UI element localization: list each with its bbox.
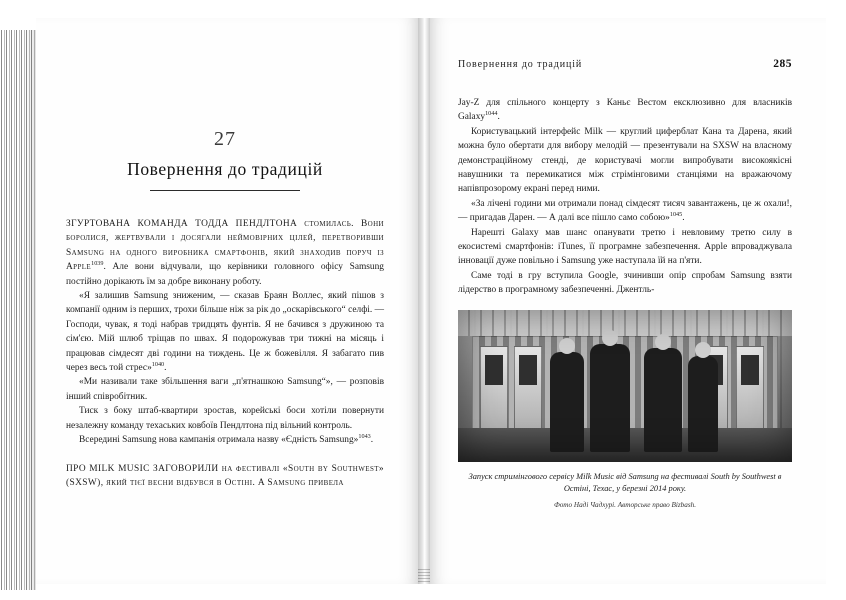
spread-container	[36, 18, 826, 584]
paragraph-gap	[66, 448, 384, 462]
footnote-marker: 1039	[91, 260, 104, 268]
paragraph-text: Тиск з боку штаб-квартири зростав, корейські боси хотіли повернути незалежну команду техаських ковбоїв Пендлтона під вільний контроль.	[66, 406, 384, 431]
figure	[458, 310, 792, 510]
paragraph	[458, 226, 792, 269]
paragraph: «Я залишив Samsung зниженим, — сказав Браян Воллес, який пішов з компанії одним із перших, трохи більше ніж за рік до „оскарівського“ селфі. — Господи, чувак, я тоді набрав тридцять фунтів. Я не бачився з дружиною та сім'єю. Мій шлюб тріщав по швах. Я подорожував три тижні на місяць і працював сімдесят дві години на тиждень. Це ж божевілля. Я забагато пив через весь той стрес»$^{1040}$.	[66, 291, 384, 374]
paragraph-text: «За лічені години ми отримали понад сімдесят тисяч завантажень, це ж охали!, — пригадав Дарен. — А далі все пішло само собою»	[458, 198, 792, 224]
footnote-marker: 1043	[358, 432, 371, 440]
paragraph-text: «Ми називали таке збільшення ваги „п'ятнашкою Samsung“», — розповів інший співробітник.	[66, 377, 384, 402]
chapter-title: Повернення до традицій	[127, 159, 323, 179]
paragraph	[66, 375, 384, 404]
photo-vignette	[458, 310, 792, 462]
right-page-body	[458, 96, 792, 298]
running-title: Повернення до традицій	[458, 59, 583, 70]
paragraph-text: Саме тоді в гру вступила Google, зчинивши опір спробам Samsung взяти лідерство в програмному забезпеченні. Джентль-	[458, 270, 792, 296]
paragraph-text: Користувацький інтерфейс Milk — круглий циферблат Кана та Дарена, який можна було обертати для вибору мелодій — презентували на SXSW на власному демонстраційному стенді, де користувачі могли випробувати високоякісні навушники та перемикатися між стрімінговими станціями на вражаючому напівпрозорому екрані перед ними.	[458, 126, 792, 195]
right-page	[430, 18, 826, 584]
chapter-number: 27	[214, 128, 236, 150]
book-page-edge-left	[0, 30, 36, 590]
book-gutter	[418, 18, 430, 584]
left-page-body	[66, 217, 384, 490]
paragraph	[458, 269, 792, 298]
footnote-marker: 1045	[669, 211, 683, 219]
figure-credit: Фото Наді Чадхурі. Авторське право Bizbash.	[553, 500, 697, 509]
page-number: 285	[773, 58, 792, 70]
title-rule	[150, 190, 300, 191]
paragraph-text: Jay-Z для спільного концерту з Каньє Вестом ексклюзивно для власників Galaxy	[458, 98, 792, 123]
running-head	[458, 58, 792, 70]
paragraph-text: ЗГУРТОВАНА КОМАНДА ТОДДА ПЕНДЛТОНА стомилась. Вони боролися, жертвували і досягали неймовірних цілей, перетворивши Samsung на одного виробника смартфонів, який знаходив поруч із Apple	[66, 219, 384, 273]
paragraph: Всередині Samsung нова кампанія отримала назву «Єдність Samsung»$^{1043}$.	[79, 432, 374, 446]
paragraph: Jay-Z для спільного концерту з Каньє Вестом ексклюзивно для власників Galaxy$^{1044}$.	[458, 98, 792, 123]
paragraph	[66, 404, 384, 433]
paragraph	[458, 125, 792, 197]
footnote-marker: 1044	[485, 110, 498, 118]
paragraph	[66, 462, 384, 491]
footnote-marker: 1040	[151, 360, 165, 368]
left-page	[36, 18, 418, 584]
photograph-milk-music-launch	[458, 310, 792, 462]
paragraph-text: Всередині Samsung нова кампанія отримала назву «Єдність Samsung»	[79, 435, 359, 446]
paragraph: «За лічені години ми отримали понад сімдесят тисяч завантажень, це ж охали!, — пригадав Дарен. — А далі все пішло само собою»$^{1045}$.	[458, 198, 792, 224]
figure-caption: Запуск стримінгового сервісу Milk Music від Samsung на фестивалі South by Southwest в Остіні, Техас, у березні 2014 року.	[468, 471, 782, 493]
paragraph-text: «Я залишив Samsung зниженим, — сказав Браян Воллес, який пішов з компанії одним із перших, трохи більше ніж за рік до „оскарівського“ селфі. — Господи, чувак, я тоді набрав тридцять фунтів. Я не бачився з дружиною та сім'єю. Мій шлюб тріщав по швах. Я подорожував три тижні на місяць і працював сімдесят дві години на тиждень. Це ж божевілля. Я забагато пив через весь той стрес»	[66, 291, 384, 374]
paragraph: ЗГУРТОВАНА КОМАНДА ТОДДА ПЕНДЛТОНА стомилась. Вони боролися, жертвували і досягали неймовірних цілей, перетворивши Samsung на одного виробника смартфонів, який знаходив поруч із Apple$^{1039}$. Але вони відчували, що керівники головного офісу Samsung постійно дорікають їм за добре виконану роботу.	[66, 219, 384, 287]
paragraph-text: Нарешті Galaxy мав шанс опанувати третю і невловиму третю силу в екосистемі смартфонів: iTunes, її програмне забезпечення. Apple впроваджувала інновації дуже повільно і Samsung уже наступала їй на п'яти.	[458, 227, 792, 267]
paragraph-text: ПРО MILK MUSIC ЗАГОВОРИЛИ на фестивалі «South by Southwest» (SXSW), який тієї весни відбувся в Остіні. A Samsung привела	[66, 463, 384, 488]
